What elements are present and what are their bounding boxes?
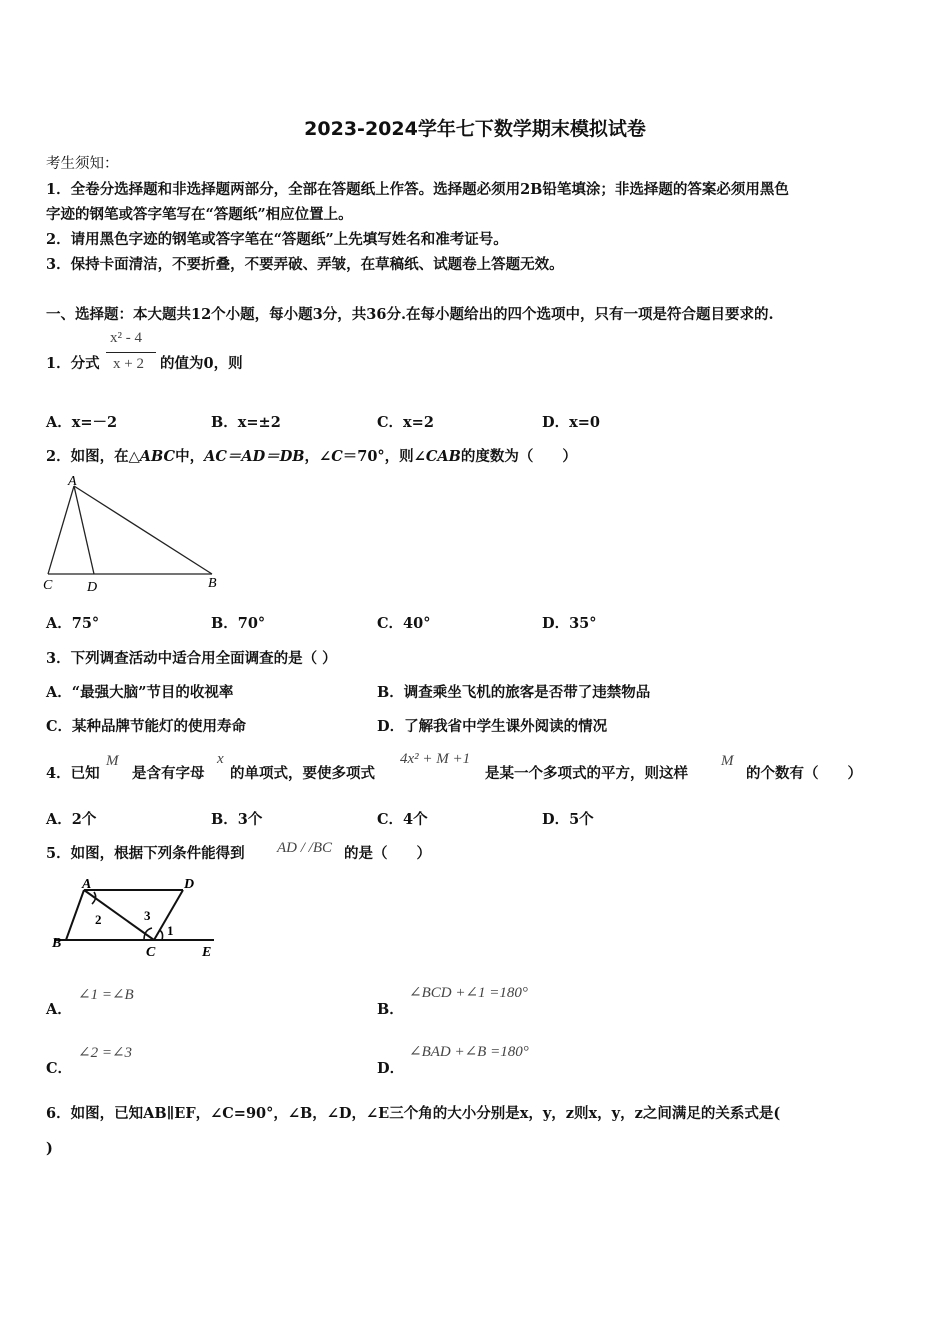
q4-polynomial: 4x² + M +1 [400,751,471,767]
q5-condition: AD / /BC [277,840,332,856]
fraction-bar [106,352,156,353]
label-b: B [52,936,62,951]
label-d: D [87,580,98,595]
q6-stem: 6．如图，已知AB∥EF，∠C=90°，∠B，∠D，∠E三个角的大小分别是x，y，z则x，y，z之间满足的关系式是( [46,1105,781,1122]
q4-m: M [106,753,119,769]
side-ac [48,486,74,574]
label-d: D [184,877,195,892]
label-b: B [208,576,217,591]
parallelogram-figure [46,872,226,964]
option-c-letter: C． [46,1060,73,1077]
notice-heading: 考生须知： [46,156,119,172]
notice-item: 字迹的钢笔或答字笔写在“答题纸”相应位置上。 [46,206,353,223]
option-c: C．4个 [377,811,428,828]
q4-part: 的单项式，要使多项式 [230,765,375,782]
side-ab [74,486,212,574]
notice-item: 2．请用黑色字迹的钢笔或答字笔在“答题纸”上先填写姓名和准考证号。 [46,231,508,248]
q4-m: M [721,753,734,769]
option-c: C．某种品牌节能灯的使用寿命 [46,718,247,735]
option-b-letter: B． [377,1001,404,1018]
option-c: C．40° [377,615,431,632]
q1-suffix: 的值为0，则 [160,355,243,372]
q4-part: 4．已知 [46,765,100,782]
option-a: A．x=－2 [46,414,118,431]
notice-item: 3．保持卡面清洁，不要折叠，不要弄破、弄皱，在草稿纸、试题卷上答题无效。 [46,256,564,273]
q4-part: 是某一个多项式的平方，则这样 [485,765,688,782]
option-b: B．70° [211,615,266,632]
label-angle-2: 2 [95,912,102,927]
option-b: B．3个 [211,811,263,828]
option-b: B．x=±2 [211,414,281,431]
label-c: C [146,945,156,960]
label-angle-1: 1 [167,923,174,938]
q3-stem: 3．下列调查活动中适合用全面调查的是（ ） [46,650,337,667]
q2-stem: 2．如图，在△ABC中，AC＝AD＝DB，∠C＝70°，则∠CAB的度数为（ ） [46,448,577,465]
q4-part: 是含有字母 [132,765,205,782]
label-e: E [202,945,212,960]
option-a: A．75° [46,615,100,632]
option-d: D．了解我省中学生课外阅读的情况 [377,718,608,735]
triangle-figure [40,474,230,596]
label-a: A [68,474,77,489]
q5-part: 5．如图，根据下列条件能得到 [46,845,245,862]
option-d-expr: ∠BAD +∠B =180° [409,1044,529,1060]
option-a: A．“最强大脑”节目的收视率 [46,684,234,701]
q4-part: 的个数有（ ） [746,765,862,782]
option-d: D．5个 [542,811,594,828]
q6-stem-end: ) [46,1140,53,1157]
option-a-expr: ∠1 =∠B [78,987,134,1003]
page-title: 2023-2024学年七下数学期末模拟试卷 [304,118,646,140]
label-c: C [43,578,53,593]
option-d: D．35° [542,615,597,632]
q1-numerator: x² - 4 [110,330,142,346]
q1-prefix: 1．分式 [46,355,100,372]
label-a: A [82,877,92,892]
option-d: D．x=0 [542,414,600,431]
option-a: A．2个 [46,811,97,828]
label-angle-3: 3 [144,908,151,923]
q5-part: 的是（ ） [344,845,431,862]
option-d-letter: D． [377,1060,405,1077]
option-b: B．调查乘坐飞机的旅客是否带了违禁物品 [377,684,651,701]
option-b-expr: ∠BCD +∠1 =180° [409,985,528,1001]
q4-x: x [217,751,224,767]
option-c: C．x=2 [377,414,434,431]
side-ad [74,486,94,574]
side-ab [66,890,84,940]
section-heading: 一、选择题：本大题共12个小题，每小题3分，共36分.在每小题给出的四个选项中，只有一项是符合题目要求的. [46,306,774,323]
notice-item: 1．全卷分选择题和非选择题两部分，全部在答题纸上作答。选择题必须用2B铅笔填涂；非选择题的答案必须用黑色 [46,181,789,198]
option-c-expr: ∠2 =∠3 [78,1045,133,1061]
q1-denominator: x + 2 [113,356,144,372]
option-a-letter: A． [46,1001,72,1018]
